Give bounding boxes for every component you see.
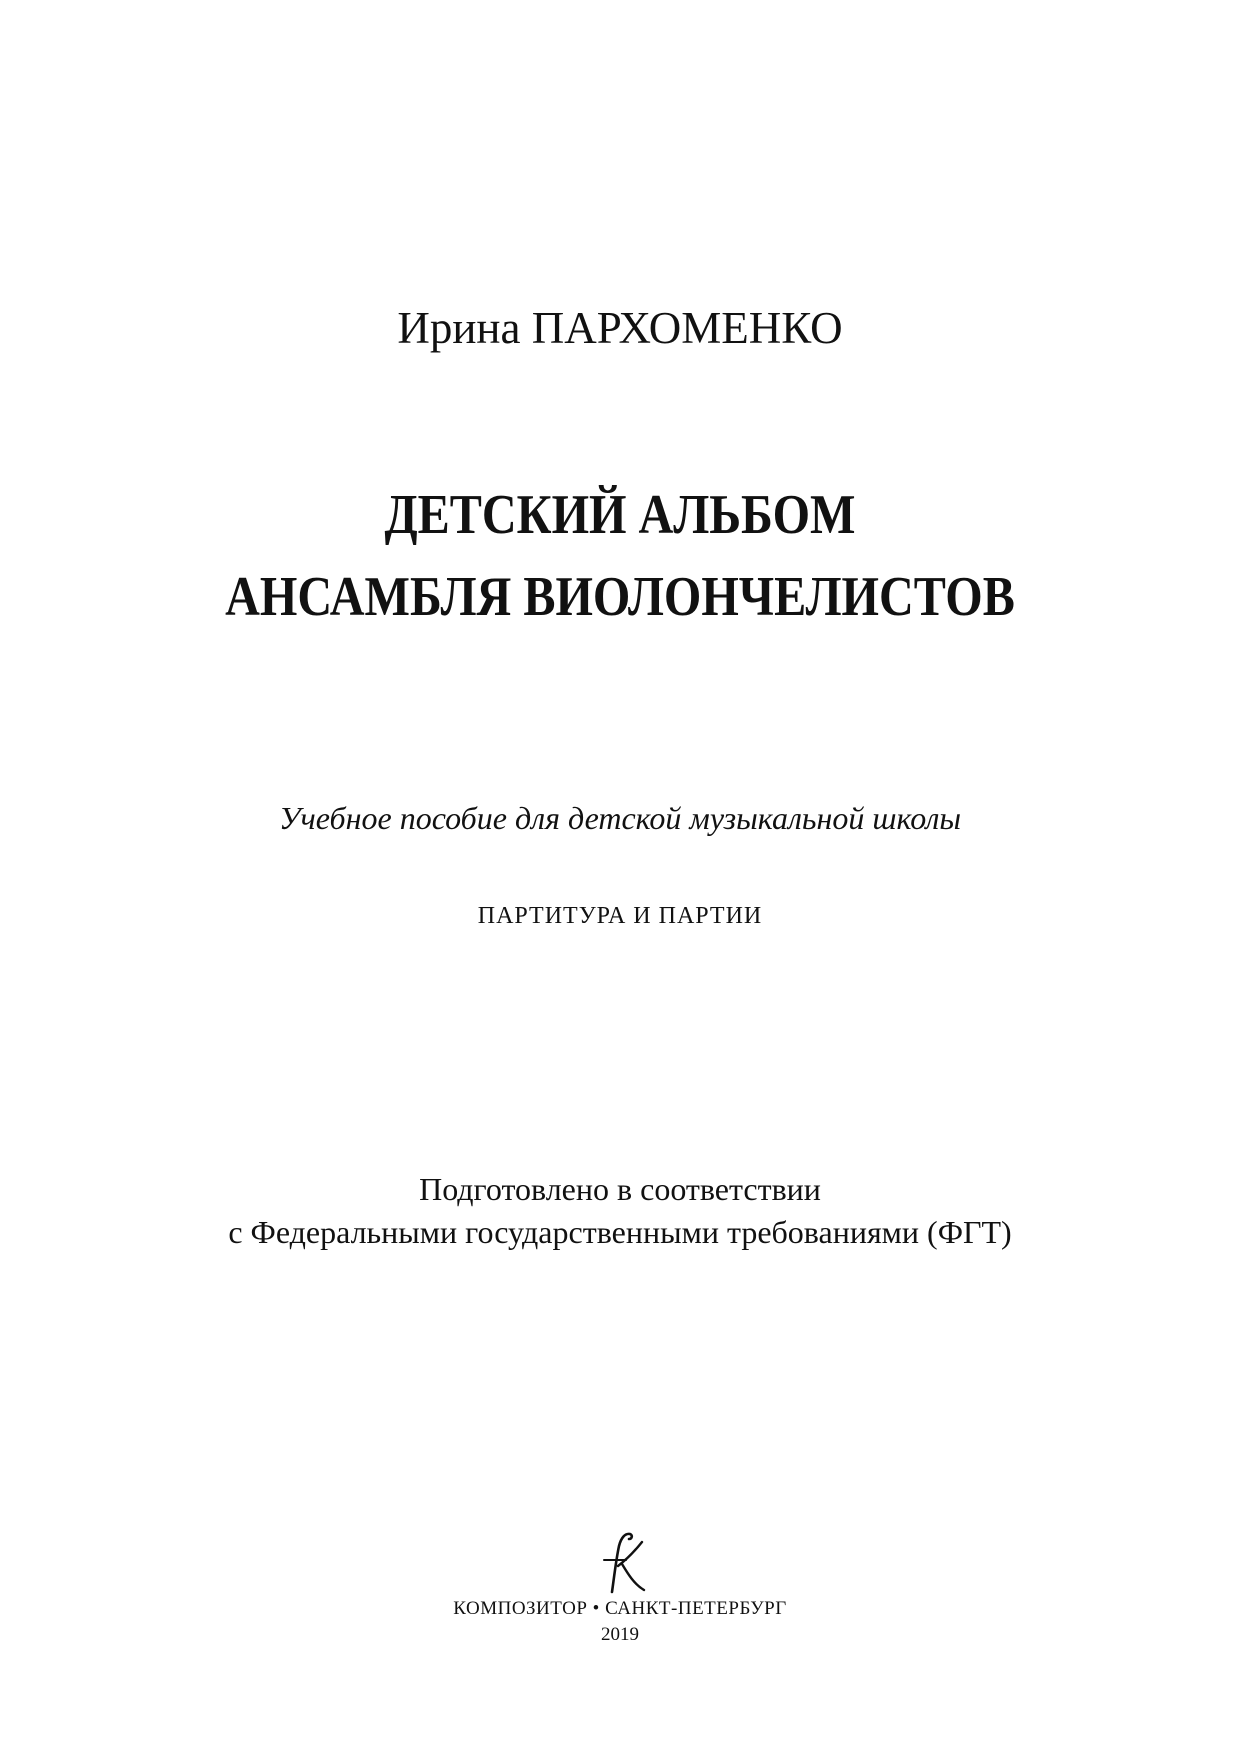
author-name: Ирина ПАРХОМЕНКО [397,303,843,353]
compliance-note-line-2: с Федеральными государственными требованиями (ФГТ) [228,1214,1012,1250]
publisher-logo-k-icon [594,1530,650,1596]
compliance-note-line-1: Подготовлено в соответствии [419,1171,821,1207]
book-title-line-1: ДЕТСКИЙ АЛЬБОМ [384,484,856,546]
publication-year: 2019 [601,1624,639,1645]
publisher-name: КОМПОЗИТОР • САНКТ-ПЕТЕРБУРГ [453,1598,787,1619]
book-subtitle: Учебное пособие для детской музыкальной школы [278,800,962,836]
score-and-parts-label: ПАРТИТУРА И ПАРТИИ [477,903,763,929]
book-title-line-2: АНСАМБЛЯ ВИОЛОНЧЕЛИСТОВ [225,566,1015,628]
